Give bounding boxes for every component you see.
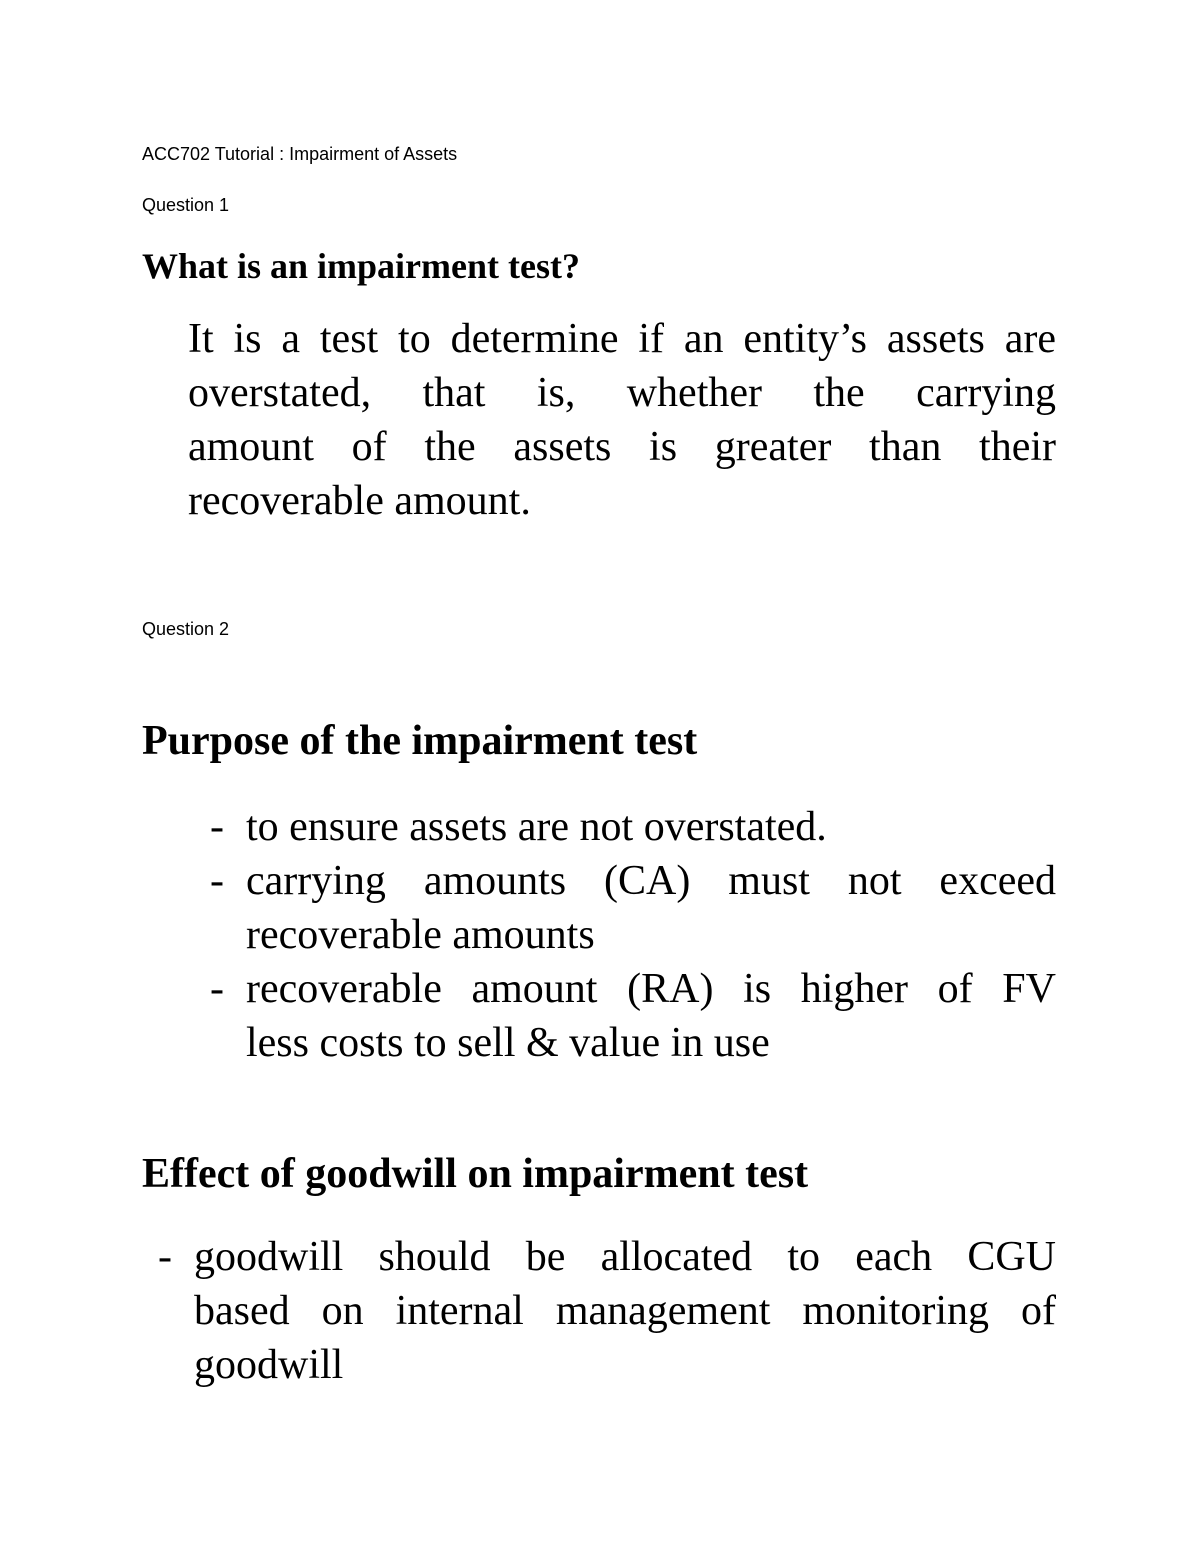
goodwill-heading: Effect of goodwill on impairment test	[142, 1151, 809, 1197]
list-item	[210, 962, 1056, 1070]
bullet-line: recoverable amounts	[246, 912, 595, 958]
purpose-heading: Purpose of the impairment test	[142, 718, 698, 764]
list-item	[158, 1230, 1056, 1392]
question-2-label: Question 2	[142, 619, 230, 639]
purpose-bullet-list	[210, 800, 1056, 1070]
bullet-text	[246, 800, 1056, 854]
bullet-text	[246, 962, 1056, 1070]
question-1-answer	[188, 312, 1056, 528]
question-1-label: Question 1	[142, 195, 230, 215]
list-item	[210, 854, 1056, 962]
bullet-line: to ensure assets are not overstated.	[246, 804, 827, 850]
bullet-dash: -	[210, 804, 224, 850]
goodwill-bullet-list	[158, 1230, 1056, 1392]
bullet-text	[246, 854, 1056, 962]
answer-line: amount of the assets is greater than their	[188, 424, 1056, 470]
bullet-line: recoverable amount (RA) is higher of FV	[246, 966, 1056, 1012]
answer-line: It is a test to determine if an entity’s assets are	[188, 316, 1056, 362]
bullet-line: carrying amounts (CA) must not exceed	[246, 858, 1056, 904]
bullet-line: goodwill should be allocated to each CGU	[194, 1234, 1056, 1280]
answer-line: overstated, that is, whether the carrying	[188, 370, 1056, 416]
list-item	[210, 800, 1056, 854]
bullet-text	[194, 1230, 1056, 1392]
bullet-line: goodwill	[194, 1342, 344, 1388]
bullet-dash: -	[158, 1234, 172, 1280]
bullet-line: based on internal management monitoring of	[194, 1288, 1056, 1334]
bullet-dash: -	[210, 966, 224, 1012]
document-title: ACC702 Tutorial : Impairment of Assets	[142, 144, 458, 164]
bullet-dash: -	[210, 858, 224, 904]
bullet-line: less costs to sell & value in use	[246, 1020, 770, 1066]
answer-line: recoverable amount.	[188, 478, 531, 524]
question-1-heading: What is an impairment test?	[142, 246, 580, 286]
